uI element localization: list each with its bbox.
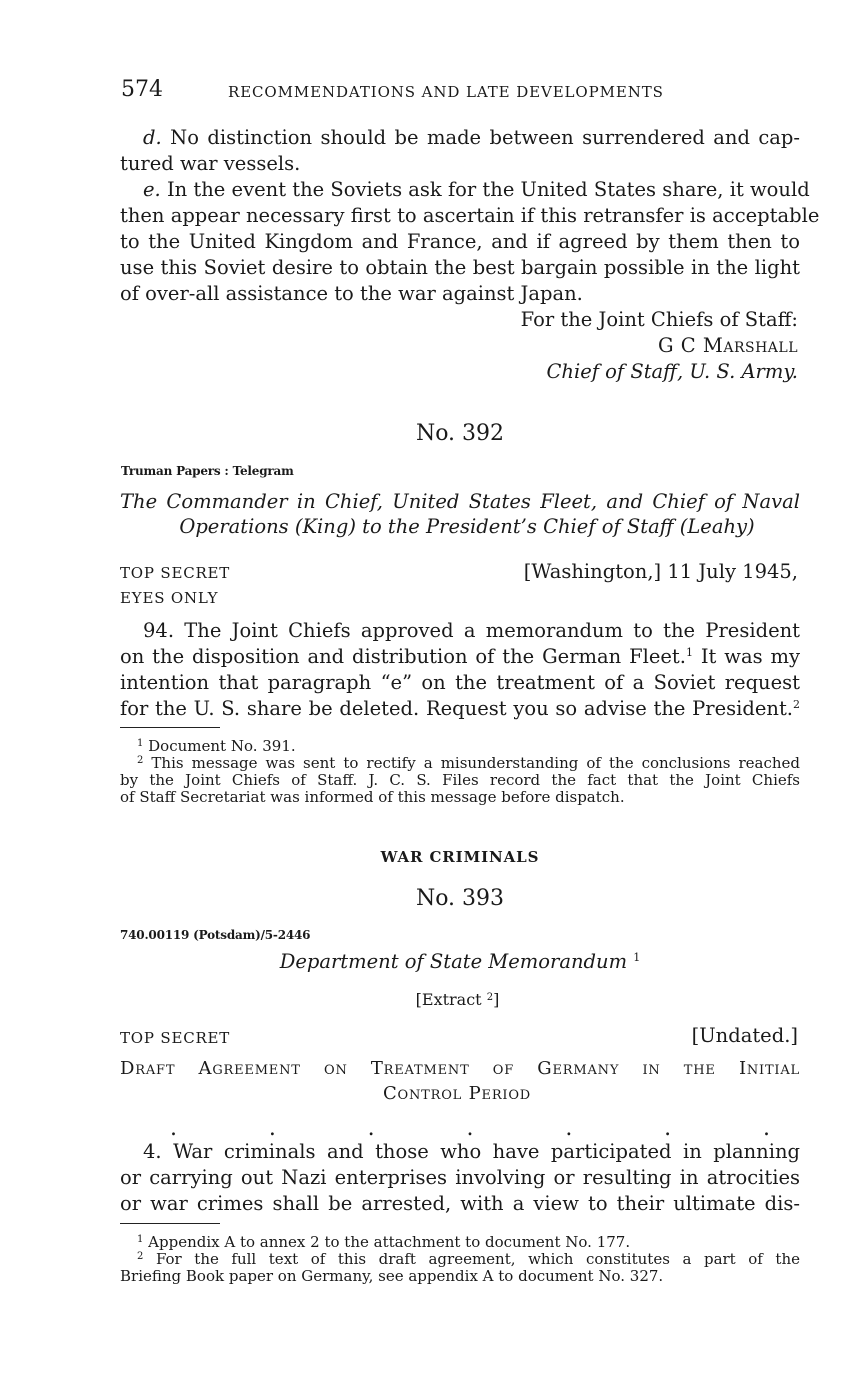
- doc393-file-ref: 740.00119 (Potsdam)/5-2446: [120, 928, 311, 942]
- doc392-heading-line-2: Operations (King) to the President’s Chief of Staff (Leahy): [179, 515, 755, 538]
- doc393-body-line-1: 4. War criminals and those who have participated in planning: [143, 1140, 800, 1163]
- doc392-heading-line-1: The Commander in Chief, United States Fleet, and Chief of Naval: [120, 490, 800, 513]
- section-title: WAR CRIMINALS: [380, 848, 540, 866]
- doc393-footnote-2-text-1: For the full text of this draft agreement, which constitutes a part of the: [155, 1250, 800, 1268]
- dot: .: [466, 1116, 474, 1141]
- footnote-ref-1: 1: [685, 646, 693, 659]
- doc393-footnote-2-line-2: Briefing Book paper on Germany, see appendix A to document No. 327.: [120, 1267, 664, 1285]
- doc393-heading-mark: 1: [633, 951, 641, 964]
- doc393-classification: TOP SECRET: [120, 1029, 231, 1047]
- doc392-source: Truman Papers : Telegram: [121, 464, 294, 478]
- doc392-footnote-2-line-3: of Staff Secretariat was informed of this message before dispatch.: [120, 788, 625, 806]
- doc392-body-line-3: intention that paragraph “e” on the treatment of a Soviet request: [120, 671, 800, 694]
- para-e-line-5: of over-all assistance to the war against Japan.: [120, 282, 583, 305]
- footnote-ref-2: 2: [793, 698, 800, 711]
- para-e-line-3: to the United Kingdom and France, and if agreed by them then to: [120, 230, 800, 253]
- doc392-footnote-2-line-2: by the Joint Chiefs of Staff. J. C. S. Files record the fact that the Joint Chiefs: [120, 771, 800, 789]
- doc392-body-line-4: [120, 696, 800, 725]
- dot: .: [268, 1116, 276, 1141]
- footnote-rule-2: [120, 1223, 220, 1224]
- dot: .: [367, 1116, 375, 1141]
- dot: .: [762, 1116, 770, 1141]
- doc393-heading-text: Department of State Memorandum: [279, 950, 628, 973]
- para-d-line-2: tured war vessels.: [120, 152, 301, 175]
- doc392-classification: TOP SECRET: [120, 564, 231, 582]
- doc393-extract-text: [Extract: [415, 990, 482, 1009]
- doc392-body-line-1: 94. The Joint Chiefs approved a memorandum to the President: [143, 619, 800, 642]
- doc393-number: No. 393: [415, 886, 505, 911]
- footnote-mark-2: 2: [137, 755, 144, 766]
- signature-name: G C Marshall: [657, 334, 798, 357]
- footnote-mark-1: 1: [137, 738, 144, 749]
- doc392-body-line-2-tail: It was my: [700, 645, 800, 668]
- doc393-body-line-2: or carrying out Nazi enterprises involving or resulting in atrocities: [120, 1166, 800, 1189]
- doc393-date: [Undated.]: [691, 1024, 798, 1047]
- dot: .: [664, 1116, 672, 1141]
- para-e-marker: e.: [143, 178, 161, 201]
- doc392-body-line-2: [120, 644, 800, 673]
- footnote-rule-1: [120, 727, 220, 728]
- dot: .: [565, 1116, 573, 1141]
- doc392-body-line-2-text: on the disposition and distribution of the German Fleet.: [120, 645, 686, 668]
- para-e-text-1: In the event the Soviets ask for the United States share, it would: [166, 178, 810, 201]
- doc392-footnote-1-text: Document No. 391.: [148, 737, 296, 755]
- dot: .: [170, 1116, 177, 1141]
- signature-for-line: For the Joint Chiefs of Staff:: [520, 308, 798, 331]
- running-title: RECOMMENDATIONS AND LATE DEVELOPMENTS: [228, 83, 664, 101]
- para-e-line-4: use this Soviet desire to obtain the best bargain possible in the light: [120, 256, 800, 279]
- para-e-line-2: then appear necessary first to ascertain if this retransfer is acceptable: [120, 204, 820, 227]
- para-d-text-1: No distinction should be made between surrendered and cap-: [170, 126, 801, 149]
- doc393-footnote-mark-2: 2: [137, 1251, 144, 1262]
- para-e-line-1: [143, 177, 810, 203]
- doc392-place-date: [Washington,] 11 July 1945,: [523, 560, 798, 583]
- para-d-line-1: [143, 125, 800, 151]
- doc393-extract: [Extract $^2$]: [415, 990, 500, 1009]
- doc393-heading: [0, 949, 850, 978]
- agreement-title-line-1: Draft Agreement on Treatment of Germany in the Initial: [120, 1058, 800, 1079]
- agreement-title-line-2: Control Period: [382, 1083, 532, 1104]
- doc393-footnote-1-text: Appendix A to annex 2 to the attachment to document No. 177.: [148, 1233, 631, 1251]
- doc393-extract-mark: 2: [486, 992, 494, 1003]
- doc392-body-line-4-text: for the U. S. share be deleted. Request you so advise the President.: [120, 697, 793, 720]
- doc392-eyes-only: EYES ONLY: [120, 589, 219, 607]
- doc393-body-line-3: or war crimes shall be arrested, with a view to their ultimate dis-: [120, 1192, 800, 1215]
- doc392-footnote-2-text-1: This message was sent to rectify a misunderstanding of the conclusions reached: [151, 754, 800, 772]
- page-number: 574: [121, 77, 163, 102]
- ellipsis-row: [170, 1116, 770, 1141]
- doc392-number: No. 392: [415, 421, 505, 446]
- para-d-marker: d.: [143, 126, 162, 149]
- doc393-footnote-mark-1: 1: [137, 1234, 144, 1245]
- signature-title: Chief of Staff, U. S. Army.: [546, 360, 798, 383]
